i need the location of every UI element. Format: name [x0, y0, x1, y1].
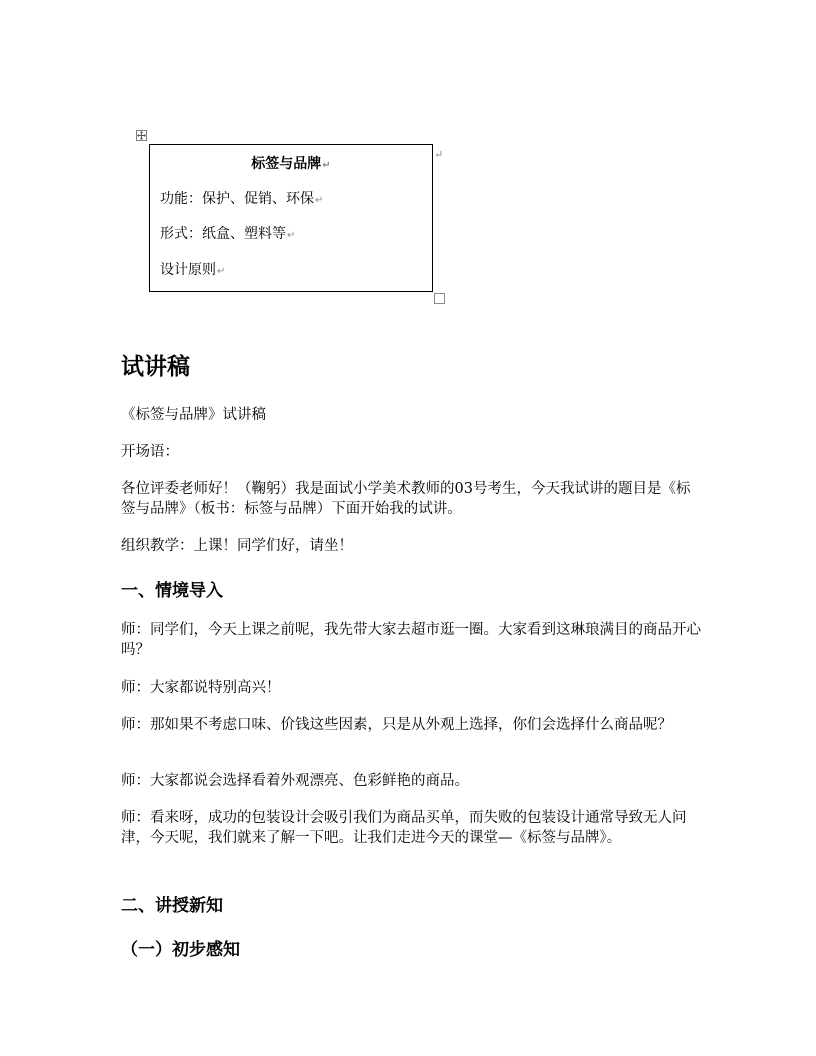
table-resize-handle-icon[interactable] — [434, 293, 445, 304]
paragraph-mark-icon: ↵ — [322, 160, 331, 171]
blackboard-table[interactable] — [149, 144, 433, 292]
section-heading-intro: 一、情境导入 — [121, 581, 223, 601]
paragraph-4: 师：大家都说会选择看着外观漂亮、色彩鲜艳的商品。 — [121, 773, 469, 789]
organize-teaching: 组织教学：上课！同学们好，请坐！ — [121, 538, 353, 554]
subsection-heading-perception: （一）初步感知 — [121, 940, 240, 960]
lecture-subtitle: 《标签与品牌》试讲稿 — [121, 407, 266, 423]
section-heading-new-knowledge: 二、讲授新知 — [121, 896, 223, 916]
opening-text: 各位评委老师好！（鞠躬）我是面试小学美术教师的03号考生，今天我试讲的题目是《标签与品牌》（板书：标签与品牌）下面开始我的试讲。 — [121, 481, 691, 517]
paragraph-1: 师：同学们，今天上课之前呢，我先带大家去超市逛一圈。大家看到这琳琅满目的商品开心吗？ — [121, 622, 701, 658]
paragraph-mark-icon: ↵ — [217, 266, 226, 277]
paragraph-mark-icon: ↵ — [315, 195, 324, 206]
row-end-mark-icon: ↵ — [434, 148, 444, 161]
board-title: 标签与品牌↵ — [251, 156, 331, 172]
board-line-principle: 设计原则↵ — [160, 262, 226, 278]
opening-label: 开场语： — [121, 444, 179, 460]
board-line-form: 形式：纸盒、塑料等↵ — [160, 226, 296, 242]
document-title: 试讲稿 — [121, 354, 190, 380]
paragraph-2: 师：大家都说特别高兴！ — [121, 680, 281, 696]
paragraph-3: 师：那如果不考虑口味、价钱这些因素，只是从外观上选择，你们会选择什么商品呢？ — [121, 717, 672, 733]
paragraph-mark-icon: ↵ — [287, 230, 296, 241]
paragraph-5: 师：看来呀，成功的包装设计会吸引我们为商品买单，而失败的包装设计通常导致无人问津，今天呢，我们就来了解一下吧。让我们走进今天的课堂—《标签与品牌》。 — [121, 810, 687, 846]
table-move-handle-icon[interactable] — [136, 130, 147, 141]
board-line-function: 功能：保护、促销、环保↵ — [160, 191, 324, 207]
